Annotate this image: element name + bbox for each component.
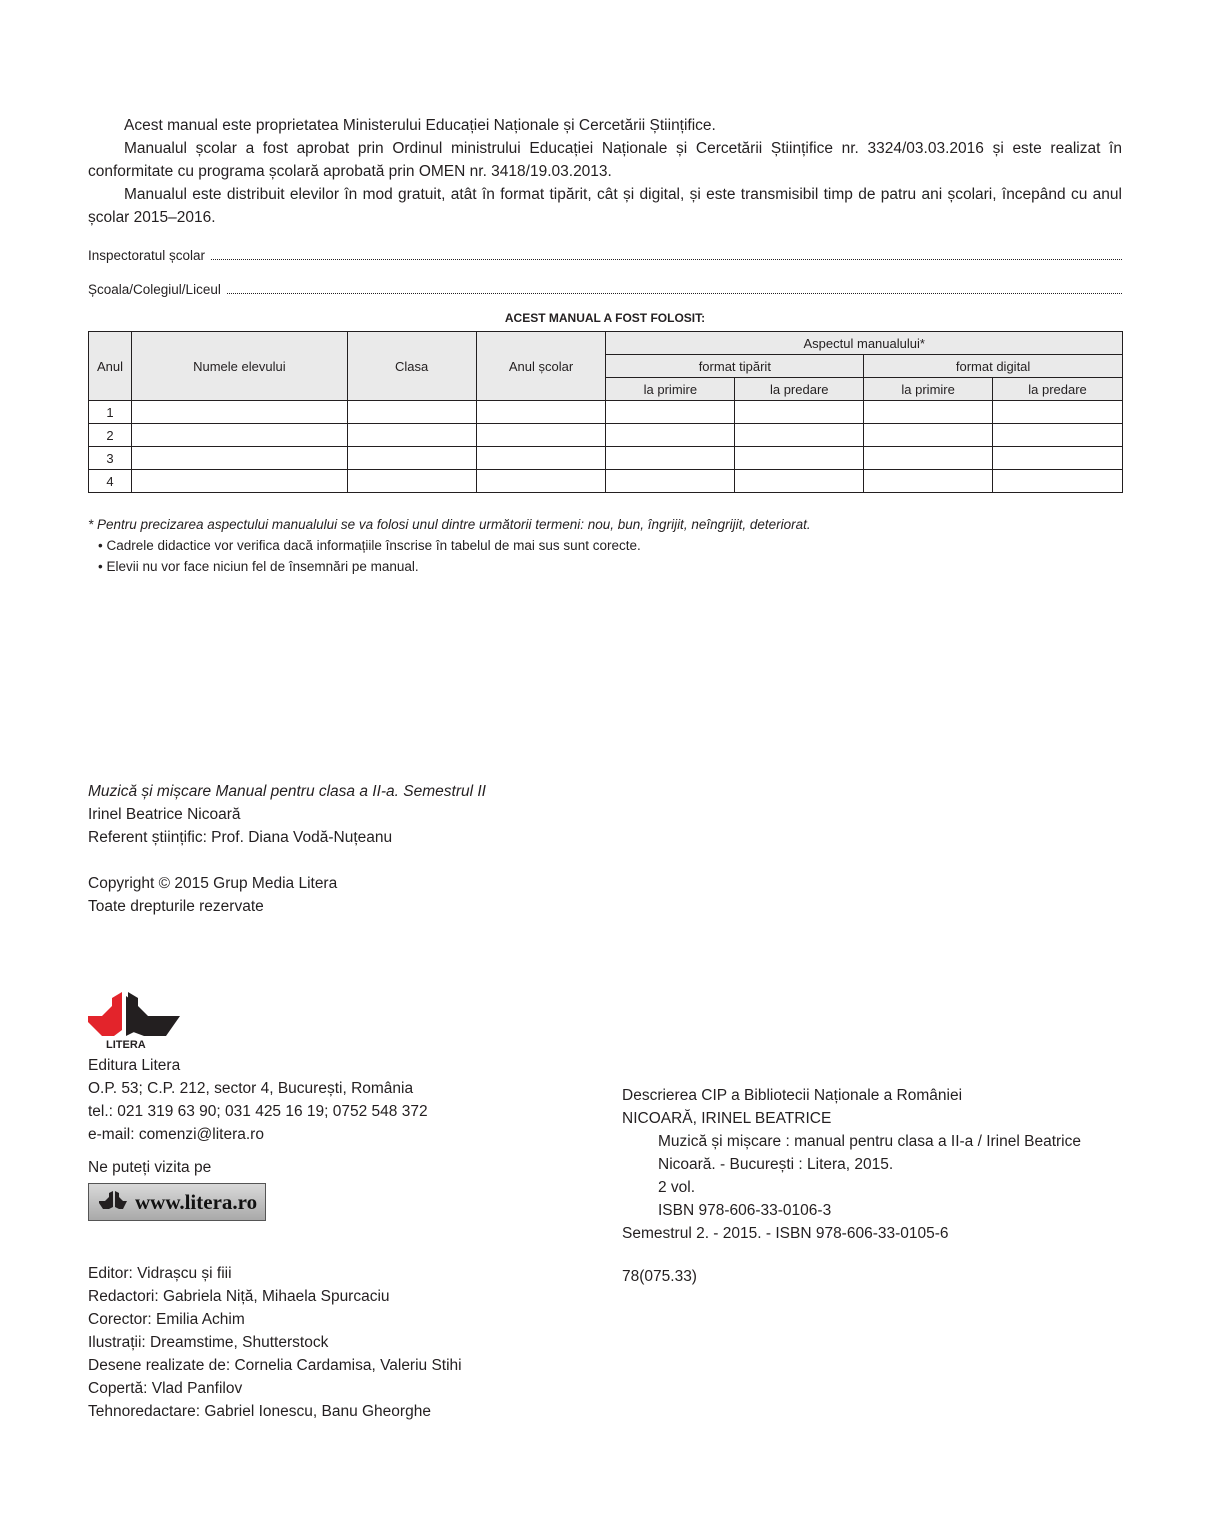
table-notes bbox=[88, 514, 811, 577]
header-clasa: Clasa bbox=[347, 332, 476, 401]
scoala-label: Școala/Colegiul/Liceul bbox=[88, 282, 221, 297]
rights-line: Toate drepturile rezervate bbox=[88, 898, 264, 915]
cell-tiparit-primire bbox=[606, 447, 735, 470]
cip-description bbox=[622, 1084, 1081, 1245]
publisher-address: O.P. 53; C.P. 212, sector 4, București, România bbox=[88, 1080, 414, 1097]
book-title: Muzică și mișcare Manual pentru clasa a II-a. Semestrul II bbox=[88, 783, 486, 800]
cip-line-6: ISBN 978-606-33-0106-3 bbox=[658, 1202, 832, 1219]
udc-code: 78(075.33) bbox=[622, 1268, 697, 1285]
staff-coperta: Copertă: Vlad Panfilov bbox=[88, 1380, 243, 1397]
cell-nume bbox=[131, 470, 347, 493]
table-row bbox=[89, 447, 1123, 470]
staff-redactori: Redactori: Gabriela Niță, Mihaela Spurcaciu bbox=[88, 1288, 390, 1305]
cell-tiparit-primire bbox=[606, 401, 735, 424]
cell-tiparit-predare bbox=[735, 447, 864, 470]
usage-table bbox=[88, 331, 1123, 493]
staff-credits bbox=[88, 1262, 462, 1423]
litera-logo-icon bbox=[88, 992, 180, 1050]
cell-digital-predare bbox=[993, 424, 1123, 447]
cell-an-scolar bbox=[476, 424, 606, 447]
cell-tiparit-primire bbox=[606, 470, 735, 493]
cell-digital-predare bbox=[993, 470, 1123, 493]
book-author: Irinel Beatrice Nicoară bbox=[88, 806, 241, 823]
cell-tiparit-predare bbox=[735, 470, 864, 493]
staff-editor: Editor: Vidrașcu și fiii bbox=[88, 1265, 232, 1282]
book-info bbox=[88, 780, 486, 849]
litera-mini-logo-icon bbox=[99, 1191, 127, 1213]
publisher-name: Editura Litera bbox=[88, 1057, 181, 1074]
cell-tiparit-primire bbox=[606, 424, 735, 447]
usage-table-title: ACEST MANUAL A FOST FOLOSIT: bbox=[504, 311, 706, 325]
cip-line-5: 2 vol. bbox=[658, 1179, 696, 1196]
scoala-line bbox=[88, 282, 1122, 297]
cell-an-scolar bbox=[476, 447, 606, 470]
copyright-line: Copyright © 2015 Grup Media Litera bbox=[88, 875, 338, 892]
header-tiparit-la-predare: la predare bbox=[735, 378, 864, 401]
cell-an-scolar bbox=[476, 401, 606, 424]
cell-nume bbox=[131, 447, 347, 470]
cell-digital-predare bbox=[993, 401, 1123, 424]
scoala-dotted-line bbox=[227, 282, 1122, 294]
table-row bbox=[89, 401, 1123, 424]
note-bullet-2: • Elevii nu vor face niciun fel de însemnări pe manual. bbox=[98, 559, 419, 574]
header-tiparit-la-primire: la primire bbox=[606, 378, 735, 401]
copyright-block bbox=[88, 872, 337, 918]
publisher-phone: tel.: 021 319 63 90; 031 425 16 19; 0752 548 372 bbox=[88, 1103, 428, 1120]
header-digital-la-primire: la primire bbox=[864, 378, 993, 401]
footnote: * Pentru precizarea aspectului manualului se va folosi unul dintre următorii termeni: nou, bun, îngrijit, neîngrijit, deteriorat. bbox=[88, 517, 811, 532]
publisher-info bbox=[88, 1054, 428, 1146]
inspectorat-label: Inspectoratul școlar bbox=[88, 248, 206, 263]
row-number: 3 bbox=[89, 447, 132, 470]
cell-clasa bbox=[347, 447, 476, 470]
note-bullet-1: • Cadrele didactice vor verifica dacă informațiile înscrise în tabelul de mai sus sunt corecte. bbox=[98, 538, 641, 553]
intro-paragraph-2: Manualul școlar a fost aprobat prin Ordinul ministrului Educației Naționale și Cercetării Științifice nr. 3324/03.03.2016 și este realizat în conformitate cu programa școlară aprobată prin OMEN nr. 3418/19.03.2013. bbox=[88, 140, 1122, 180]
cell-digital-primire bbox=[864, 470, 993, 493]
intro-section bbox=[88, 114, 1122, 229]
staff-tehnoredactare: Tehnoredactare: Gabriel Ionescu, Banu Gheorghe bbox=[88, 1403, 431, 1420]
cell-digital-predare bbox=[993, 447, 1123, 470]
table-row bbox=[89, 424, 1123, 447]
cell-tiparit-predare bbox=[735, 424, 864, 447]
cell-clasa bbox=[347, 470, 476, 493]
header-anul: Anul bbox=[89, 332, 132, 401]
staff-ilustratii: Ilustrații: Dreamstime, Shutterstock bbox=[88, 1334, 329, 1351]
staff-corector: Corector: Emilia Achim bbox=[88, 1311, 245, 1328]
cell-an-scolar bbox=[476, 470, 606, 493]
website-url[interactable]: www.litera.ro bbox=[135, 1189, 258, 1214]
visit-label: Ne puteți vizita pe bbox=[88, 1159, 212, 1176]
header-aspect: Aspectul manualului* bbox=[606, 332, 1123, 355]
inspectorat-dotted-line bbox=[211, 248, 1122, 260]
header-format-tiparit: format tipărit bbox=[606, 355, 864, 378]
cell-tiparit-predare bbox=[735, 401, 864, 424]
table-row bbox=[89, 470, 1123, 493]
cip-line-1: Descrierea CIP a Bibliotecii Naționale a României bbox=[622, 1087, 963, 1104]
cell-digital-primire bbox=[864, 401, 993, 424]
book-referent: Referent științific: Prof. Diana Vodă-Nuțeanu bbox=[88, 829, 393, 846]
intro-paragraph-1: Acest manual este proprietatea Ministerului Educației Naționale și Cercetării Științifice. bbox=[124, 117, 716, 134]
cell-nume bbox=[131, 424, 347, 447]
website-badge[interactable] bbox=[88, 1183, 266, 1221]
header-digital-la-predare: la predare bbox=[993, 378, 1123, 401]
cell-clasa bbox=[347, 401, 476, 424]
header-numele-elevului: Numele elevului bbox=[131, 332, 347, 401]
row-number: 4 bbox=[89, 470, 132, 493]
cip-line-7: Semestrul 2. - 2015. - ISBN 978-606-33-0105-6 bbox=[622, 1225, 949, 1242]
logo-text: LITERA bbox=[106, 1039, 146, 1050]
cell-digital-primire bbox=[864, 424, 993, 447]
publisher-email[interactable]: e-mail: comenzi@litera.ro bbox=[88, 1126, 264, 1143]
header-format-digital: format digital bbox=[864, 355, 1123, 378]
header-anul-scolar: Anul școlar bbox=[476, 332, 606, 401]
cell-clasa bbox=[347, 424, 476, 447]
row-number: 2 bbox=[89, 424, 132, 447]
staff-desene: Desene realizate de: Cornelia Cardamisa, Valeriu Stihi bbox=[88, 1357, 462, 1374]
intro-paragraph-3: Manualul este distribuit elevilor în mod gratuit, atât în format tipărit, cât și digital, și este transmisibil timp de patru ani școlari, începând cu anul școlar 2015–2016. bbox=[88, 186, 1122, 226]
cell-digital-primire bbox=[864, 447, 993, 470]
inspectorat-line bbox=[88, 248, 1122, 263]
cip-line-3: Muzică și mișcare : manual pentru clasa a II-a / Irinel Beatrice bbox=[658, 1133, 1081, 1150]
cip-line-4: Nicoară. - București : Litera, 2015. bbox=[658, 1156, 894, 1173]
cell-nume bbox=[131, 401, 347, 424]
cip-line-2: NICOARĂ, IRINEL BEATRICE bbox=[622, 1110, 832, 1127]
row-number: 1 bbox=[89, 401, 132, 424]
